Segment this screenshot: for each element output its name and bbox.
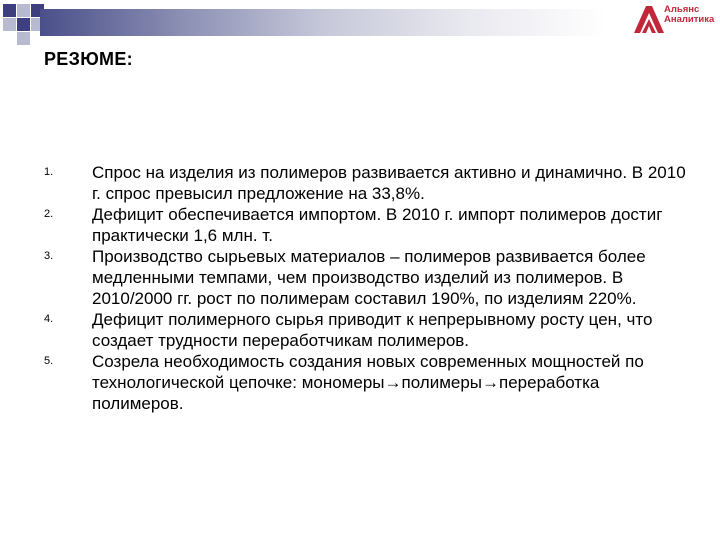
list-item-text: Созрела необходимость создания новых современных мощностей по технологической цепочке: мономеры→полимеры→переработка полимеров. — [92, 352, 644, 413]
list-item-number: 3. — [44, 250, 54, 262]
list-item-number: 4. — [44, 313, 54, 325]
list-item — [44, 351, 692, 414]
list-item — [44, 204, 692, 246]
list-item-number: 2. — [44, 208, 54, 220]
list-item-number: 1. — [44, 166, 54, 178]
list-item-text: Дефицит полимерного сырья приводит к непрерывному росту цен, что создает трудности переработчикам полимеров. — [92, 310, 653, 350]
list-item-text: Дефицит обеспечивается импортом. В 2010 г. импорт полимеров достиг практически 1,6 млн. т. — [92, 205, 663, 245]
page-title: РЕЗЮМЕ: — [44, 49, 133, 69]
list-item-text: Спрос на изделия из полимеров развивается активно и динамично. В 2010 г. спрос превысил предложение на 33,8%. — [92, 163, 686, 203]
logo-line-1: Альянс — [664, 4, 700, 15]
list-item — [44, 309, 692, 351]
summary-list — [44, 162, 692, 414]
header-gradient-bar — [40, 9, 606, 36]
company-logo — [630, 2, 720, 36]
list-item-number: 5. — [44, 355, 54, 367]
list-item — [44, 246, 692, 309]
list-item-text: Производство сырьевых материалов – полимеров развивается более медленными темпами, чем производство изделий из полимеров. В 2010/2000 гг. рост по полимерам составил 190%, по изделиям 220%. — [92, 247, 646, 308]
logo-a-icon — [630, 2, 664, 36]
list-item — [44, 162, 692, 204]
logo-line-2: Аналитика — [664, 14, 715, 25]
